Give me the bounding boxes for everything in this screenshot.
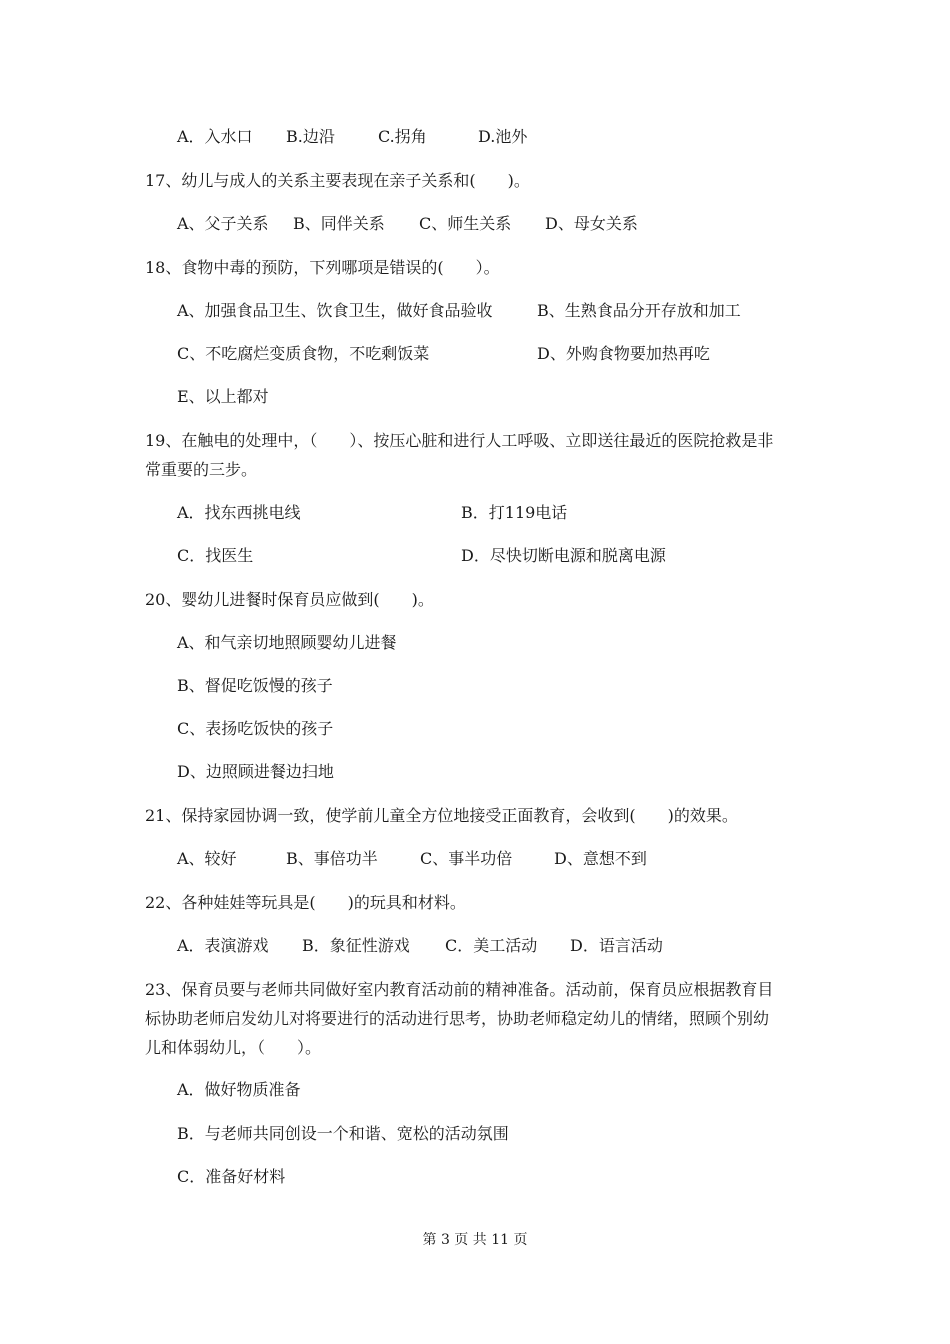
option-c: C．找医生 — [177, 546, 254, 565]
option-c: C、师生关系 — [419, 214, 512, 233]
option-a: A．找东西挑电线 — [177, 503, 301, 522]
option-c: C.拐角 — [378, 127, 427, 146]
option-b: B、同伴关系 — [293, 214, 385, 233]
option-e: E、以上都对 — [177, 387, 269, 406]
question-19-stem-line2: 常重要的三步。 — [145, 460, 258, 479]
option-b: B、事倍功半 — [286, 849, 378, 868]
option-b: B．象征性游戏 — [302, 936, 410, 955]
option-c: C、不吃腐烂变质食物，不吃剩饭菜 — [177, 344, 430, 363]
option-a: A．做好物质准备 — [177, 1080, 301, 1099]
option-b: B.边沿 — [286, 127, 335, 146]
option-a: A．入水口 — [177, 127, 253, 146]
option-a: A、较好 — [177, 849, 237, 868]
question-23-stem-line3: 儿和体弱幼儿，（ ）。 — [145, 1038, 322, 1057]
option-d: D.池外 — [478, 127, 528, 146]
option-a: A、加强食品卫生、饮食卫生，做好食品验收 — [177, 301, 493, 320]
question-22-stem: 22、各种娃娃等玩具是( )的玩具和材料。 — [145, 893, 466, 912]
option-c: C、事半功倍 — [420, 849, 513, 868]
option-c: C．准备好材料 — [177, 1167, 286, 1186]
option-d: D、母女关系 — [545, 214, 638, 233]
question-23-stem-line1: 23、保育员要与老师共同做好室内教育活动前的精神准备。活动前，保育员应根据教育目 — [145, 980, 774, 999]
option-a: A、和气亲切地照顾婴幼儿进餐 — [177, 633, 397, 652]
option-d: D、意想不到 — [554, 849, 647, 868]
option-d: D．语言活动 — [570, 936, 663, 955]
question-19-stem-line1: 19、在触电的处理中，（ ）、按压心脏和进行人工呼吸、立即送往最近的医院抢救是非 — [145, 431, 774, 450]
option-b: B．打119电话 — [461, 503, 568, 522]
option-c: C、表扬吃饭快的孩子 — [177, 719, 334, 738]
question-21-stem: 21、保持家园协调一致，使学前儿童全方位地接受正面教育，会收到( )的效果。 — [145, 806, 738, 825]
option-d: D．尽快切断电源和脱离电源 — [461, 546, 666, 565]
question-20-stem: 20、婴幼儿进餐时保育员应做到( )。 — [145, 590, 434, 609]
page-footer: 第 3 页 共 11 页 — [422, 1232, 528, 1248]
option-a: A．表演游戏 — [177, 936, 269, 955]
option-b: B、生熟食品分开存放和加工 — [537, 301, 741, 320]
option-d: D、边照顾进餐边扫地 — [177, 762, 334, 781]
question-18-stem: 18、食物中毒的预防，下列哪项是错误的( ）。 — [145, 258, 500, 277]
option-a: A、父子关系 — [177, 214, 269, 233]
option-c: C．美工活动 — [445, 936, 538, 955]
option-b: B、督促吃饭慢的孩子 — [177, 676, 333, 695]
option-d: D、外购食物要加热再吃 — [537, 344, 710, 363]
question-23-stem-line2: 标协助老师启发幼儿对将要进行的活动进行思考，协助老师稳定幼儿的情绪，照顾个别幼 — [145, 1009, 770, 1028]
question-17-stem: 17、幼儿与成人的关系主要表现在亲子关系和( )。 — [145, 171, 530, 190]
option-b: B．与老师共同创设一个和谐、宽松的活动氛围 — [177, 1124, 509, 1143]
